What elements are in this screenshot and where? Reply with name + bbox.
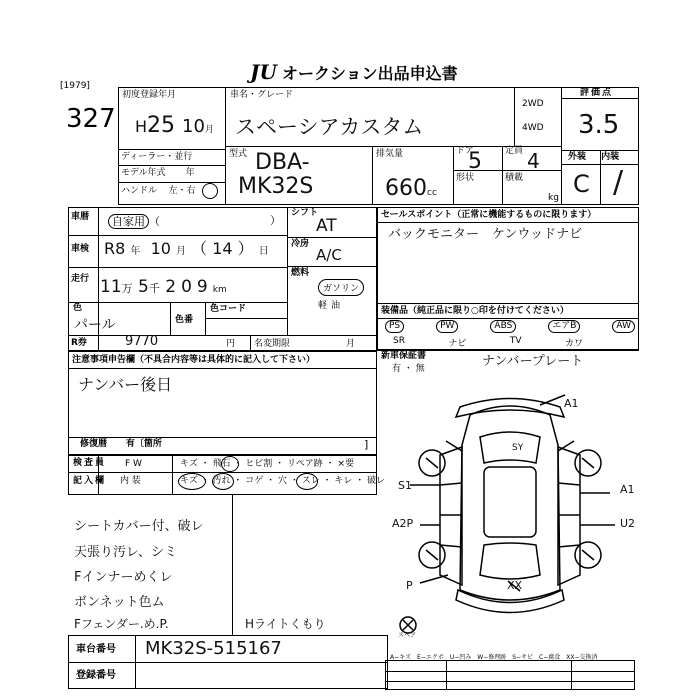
history-value: 自家用 (108, 214, 149, 229)
chassis-value: MK32S-515167 (145, 638, 282, 659)
drive-4wd-label: 4WD (522, 123, 544, 133)
equip-tv: TV (509, 336, 522, 346)
ac-value: A/C (316, 246, 342, 264)
fw-options: キズ ・ 飛石 ・ ヒビ割 ・ リペア跡 ・ ×要 (180, 459, 355, 469)
mark-sy: SY (512, 443, 524, 453)
interior-label: 内 装 (120, 476, 141, 486)
meigi-month-unit: 月 (346, 339, 356, 349)
displacement-label: 排気量 (376, 149, 404, 159)
ju-logo: JU (250, 60, 277, 84)
shape-label: 形状 (456, 173, 475, 183)
interior-value: / (613, 165, 624, 200)
yen-unit: 円 (226, 339, 236, 349)
color-label: 色 (73, 303, 83, 313)
mark-a1-right: A1 (620, 483, 635, 496)
entry-label: 記入欄 (73, 476, 107, 486)
drive-2wd-label: 2WD (522, 99, 544, 109)
inspection-label: 車検 (71, 244, 90, 254)
equip-abs: ABS (490, 320, 516, 333)
kg-unit: kg (548, 193, 559, 203)
interior-circle-2 (212, 473, 234, 490)
mark-xx: XX (507, 579, 523, 592)
inspector-note-1: シートカバー付、破レ (74, 519, 204, 534)
equipment-row-1 (385, 320, 635, 333)
mileage-label: 走行 (71, 274, 90, 284)
equip-sr: SR (393, 336, 405, 346)
spare-label: スペア (398, 632, 417, 639)
load-label: 積載 (505, 173, 524, 183)
fuel-label: 燃料 (291, 268, 310, 278)
equip-ps: PS (385, 320, 404, 333)
equip-pw: PW (436, 320, 458, 333)
dealer-label: ディーラー・並行 (121, 152, 193, 162)
mileage-value: 11万 5千 209km (100, 277, 227, 297)
car-name-label: 車名・グレード (230, 90, 294, 100)
warranty-opts: 有 ・ 無 (392, 364, 425, 374)
interior-options: キズ ・ 汚れ ・ コゲ ・ 穴 ・ スレ ・ キレ ・ 破レ (180, 476, 386, 486)
ref-number: [1979] (60, 81, 90, 91)
inspection-value: R8 年 10 月 （ 14 ） 日 (104, 239, 269, 258)
handle-label: ハンドル 左・右 (121, 186, 196, 196)
inspector-note-2: 天張り汚レ、シミ (74, 545, 177, 560)
meigi-label: 名変期限 (254, 339, 291, 349)
warranty-label: 新車保証書 (381, 351, 427, 361)
plate-label: 登録番号 (76, 670, 116, 681)
door-label: ドア (456, 146, 474, 156)
exterior-value: C (573, 170, 590, 198)
handle-circle (202, 183, 218, 199)
fw-label: F W (125, 459, 142, 469)
mark-p: P (406, 579, 413, 592)
sales-point-label: セールスポイント（正常に機能するものに限ります） (381, 210, 597, 220)
fuel-value: ガソリン (318, 279, 364, 296)
header (250, 60, 458, 84)
color-no-label: 色番 (175, 315, 194, 325)
equip-aw: AW (612, 320, 635, 333)
history-label: 車暦 (71, 212, 90, 222)
score-label: 評価点 (580, 88, 614, 98)
recycle-value: 9770 (125, 334, 159, 349)
inspector-note-6: Hライトくもり (245, 617, 326, 631)
capacity-label: 定員 (505, 146, 524, 156)
equipment-label: 装備品（純正品に限り○印を付けてください） (381, 306, 569, 316)
chassis-label: 車台番号 (76, 644, 116, 655)
legend-table (385, 660, 635, 690)
type-value-2: MK32S (238, 174, 314, 199)
inspector-note-5: Fフェンダー.め.P. (74, 617, 169, 631)
displacement-value: 660cc (385, 176, 437, 201)
exterior-interior-label: 外装 内装 (568, 152, 620, 162)
history-close: ） (270, 214, 281, 227)
color-value: パール (74, 317, 116, 333)
type-label: 型式 (229, 149, 248, 159)
diesel-label: 軽油 (318, 301, 345, 311)
lot-number: 327 (66, 104, 116, 134)
shift-label: シフト (291, 208, 319, 218)
inspector-note-3: Fインナーめくレ (74, 570, 173, 585)
score-value: 3.5 (578, 110, 620, 140)
doors-value: 5 (468, 149, 482, 174)
warranty-note: ナンバープレート (482, 354, 584, 369)
color-code-label: 色コード (210, 304, 247, 314)
history-value-wrap: 自家用 （ (108, 213, 160, 229)
notes-value: ナンバー後日 (78, 375, 173, 394)
interior-circle-1 (178, 473, 206, 490)
mark-a1-top: A1 (564, 397, 579, 410)
first-reg-label: 初度登録年月 (122, 90, 177, 100)
inspector-label: 検査員 (73, 458, 107, 468)
equipment-row-2 (393, 336, 583, 349)
type-value-1: DBA- (255, 150, 310, 175)
equip-navi: ナビ (448, 339, 467, 349)
interior-circle-3 (296, 473, 318, 490)
capacity-value: 4 (527, 149, 540, 173)
reg-date-value: H25 10月 (135, 113, 214, 138)
shift-value: AT (316, 216, 337, 236)
mark-u2: U2 (620, 517, 636, 530)
mark-a2p: A2P (392, 517, 414, 530)
model-year-label: モデル年式 年 (121, 168, 195, 178)
mark-s1-left: S1 (398, 479, 412, 492)
form-title: オークション出品申込書 (282, 64, 458, 83)
sales-point-value: バックモニター ケンウッドナビ (388, 227, 583, 242)
equip-airbag: エアB (548, 320, 580, 333)
car-name-value: スペーシアカスタム (235, 115, 424, 139)
ac-label: 冷房 (291, 239, 310, 249)
notes-label: 注意事項申告欄（不具合内容等は具体的に記入して下さい） (72, 355, 316, 365)
inspector-note-4: ボンネット色ム (74, 595, 165, 610)
equip-leather: カワ (564, 339, 583, 349)
damage-legend: A−キズ E−エクボ U−凹み W−修理跡 S−サビ C−腐食 XX−交換済 (390, 654, 598, 661)
fw-circle (221, 456, 239, 472)
repair-history-label: 修復暦 有〔箇所 (80, 439, 162, 449)
car-damage-diagram (380, 385, 640, 650)
recycle-label: R券 (71, 338, 87, 348)
